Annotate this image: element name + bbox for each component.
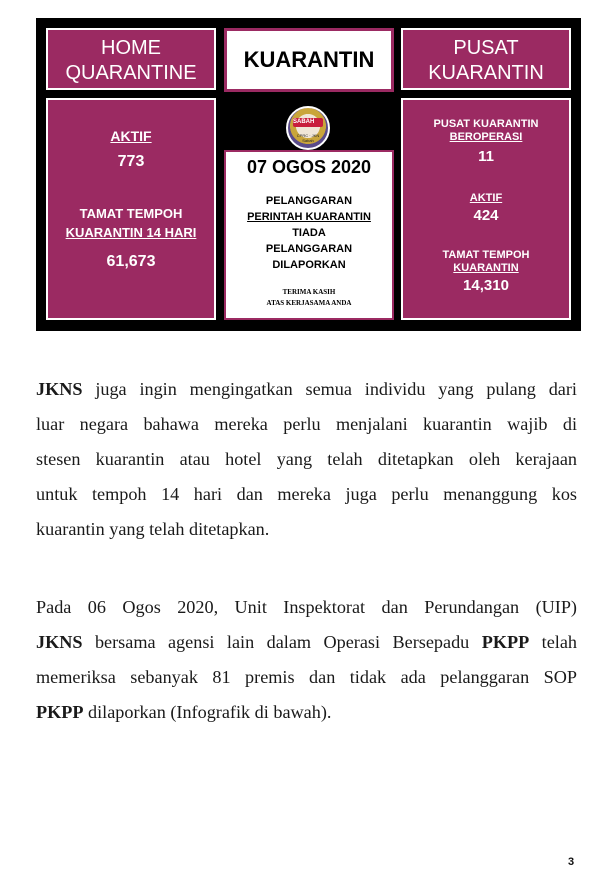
- home-tamat-line1: TAMAT TEMPOH: [79, 206, 183, 221]
- center-info-box: [224, 150, 394, 320]
- paragraph1-line: kuarantin yang telah ditetapkan.: [36, 519, 270, 539]
- kuarantin-header: [224, 28, 394, 92]
- kuarantin-title: KUARANTIN: [243, 47, 375, 72]
- pusat-operasi-line1: PUSAT KUARANTIN: [433, 118, 539, 130]
- home-title-line2: QUARANTINE: [65, 62, 197, 84]
- paragraph1-line: stesen kuarantin atau hotel yang telah ditetapkan oleh kerajaan: [36, 449, 577, 469]
- paragraph1-text: juga ingin mengingatkan semua individu yang pulang dari: [82, 379, 577, 399]
- home-title-line1: HOME: [101, 37, 161, 59]
- home-aktif-label: AKTIF: [110, 128, 152, 144]
- pusat-title-line2: KUARANTIN: [428, 62, 544, 84]
- seal-label: SABAH: [293, 119, 315, 125]
- pusat-kuarantin-header: [401, 28, 571, 90]
- paragraph1-line: luar negara bahawa mereka perlu menjalani kuarantin wajib di: [36, 414, 577, 434]
- home-tamat-value: 61,673: [106, 253, 156, 270]
- pusat-operasi-line2: BEROPERASI: [449, 131, 523, 143]
- home-aktif-value: 773: [117, 153, 145, 170]
- thanks-line2: ATAS KERJASAMA ANDA: [266, 299, 352, 307]
- violation-line2: PERINTAH KUARANTIN: [247, 211, 371, 223]
- pusat-operasi-value: 11: [478, 148, 494, 165]
- paragraph-jkns-reminder: [36, 372, 577, 547]
- pusat-tamat-line2: KUARANTIN: [453, 262, 519, 274]
- paragraph2-line: Pada 06 Ogos 2020, Unit Inspektorat dan Perundangan (UIP): [36, 597, 577, 617]
- paragraph2-text: dilaporkan (Infografik di bawah).: [83, 702, 332, 722]
- pusat-tamat-value: 14,310: [463, 277, 509, 294]
- paragraph2-text: telah: [529, 632, 577, 652]
- violation-line5: DILAPORKAN: [272, 259, 346, 271]
- violation-line3: TIADA: [292, 227, 326, 239]
- paragraph2-line: [36, 695, 577, 730]
- pusat-tamat-line1: TAMAT TEMPOH: [442, 249, 530, 261]
- violation-line1: PELANGGARAN: [265, 195, 353, 207]
- quarantine-infographic: [36, 18, 581, 331]
- pusat-aktif-label: AKTIF: [469, 192, 503, 204]
- paragraph1-line: untuk tempoh 14 hari dan mereka juga perlu menanggung kos: [36, 484, 577, 504]
- paragraph-uip-operation: [36, 590, 577, 730]
- seal-subtext: CPRC · JKN Sabah: [296, 133, 320, 143]
- jkns-bold: JKNS: [36, 632, 83, 652]
- pkpp-bold: PKPP: [481, 632, 530, 652]
- paragraph2-line: [36, 625, 577, 660]
- sabah-seal-logo: [286, 106, 330, 150]
- home-quarantine-header: [46, 28, 216, 90]
- paragraph2-text: bersama agensi lain dalam Operasi Bersepadu: [82, 632, 482, 652]
- jkns-bold: JKNS: [36, 379, 83, 399]
- home-quarantine-stats: [46, 98, 216, 320]
- pkpp-bold: PKPP: [36, 702, 84, 722]
- violation-line4: PELANGGARAN: [265, 243, 353, 255]
- thanks-line1: TERIMA KASIH: [282, 288, 336, 296]
- pusat-kuarantin-stats: [401, 98, 571, 320]
- page-number: 3: [568, 856, 575, 868]
- pusat-title-line1: PUSAT: [453, 37, 519, 59]
- report-date: 07 OGOS 2020: [246, 157, 372, 177]
- pusat-aktif-value: 424: [473, 207, 499, 224]
- paragraph2-line: memeriksa sebanyak 81 premis dan tidak ada pelanggaran SOP: [36, 667, 577, 687]
- paragraph1-line: [36, 372, 577, 407]
- home-tamat-line2: KUARANTIN 14 HARI: [65, 225, 197, 240]
